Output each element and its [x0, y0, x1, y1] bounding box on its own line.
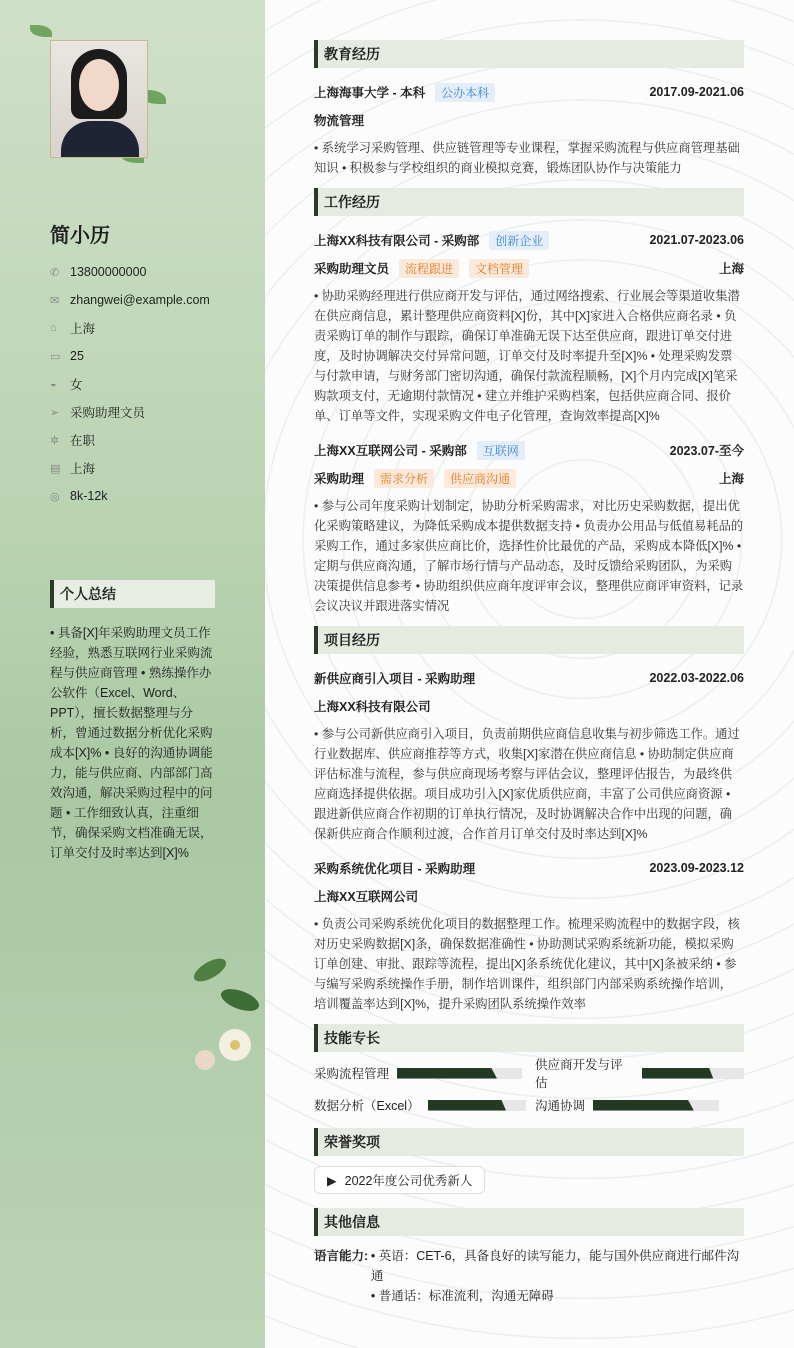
language-item: • 普通话：标准流利，沟通无障碍 [370, 1289, 554, 1303]
contact-status [50, 426, 210, 454]
project-desc: • 负责公司采购系统优化项目的数据整理工作。梳理采购流程中的数据字段，核对历史采购数据[X]条，确保数据准确性 • 协助测试采购系统新功能，模拟采购订单创建、审批、跟踪等流程，提出[X]条系统优化建议，其中[X]条被采纳 • 参与编写采购系统操作手册，制作培训课件，组织部门内部采购系统操作培训，培训覆盖率达到[X]%，提升采购团队系统操作效率 [314, 917, 740, 1011]
education-desc: • 系统学习采购管理、供应链管理等专业课程，掌握采购流程与供应商管理基础知识 • 积极参与学校组织的商业模拟竞赛，锻炼团队协作与决策能力 [314, 141, 740, 175]
company-tag: 创新企业 [489, 231, 549, 250]
skill-bar [593, 1100, 719, 1111]
phone-icon: ✆ [50, 266, 60, 279]
leaf-decoration [30, 25, 52, 37]
work-city: 上海 [718, 472, 744, 486]
skill-fill [593, 1100, 694, 1111]
education-heading: 教育经历 [314, 40, 744, 68]
work-heading: 工作经历 [314, 188, 744, 216]
skill-fill [642, 1068, 714, 1079]
skill-item [314, 1094, 535, 1116]
contact-city [50, 454, 210, 482]
contact-text: 25 [70, 349, 84, 363]
project-item [314, 664, 744, 844]
home-icon: ⌂ [50, 322, 57, 334]
skill-item [535, 1094, 744, 1116]
role: 采购助理文员 [314, 262, 390, 276]
role-tag: 流程跟进 [399, 259, 459, 278]
skills-heading: 技能专长 [314, 1024, 744, 1052]
role-tag: 文档管理 [469, 259, 529, 278]
skill-bar [428, 1100, 526, 1111]
contact-home [50, 314, 210, 342]
major: 物流管理 [314, 114, 365, 128]
contact-email [50, 286, 210, 314]
work-city: 上海 [718, 262, 744, 276]
skill-bar [642, 1068, 744, 1079]
sidebar [0, 0, 265, 1348]
skill-name: 数据分析（Excel） [314, 1099, 420, 1113]
school-name: 上海海事大学 - 本科 [314, 86, 426, 100]
honor-text: 2022年度公司优秀新人 [344, 1174, 473, 1188]
education-date: 2017.09-2021.06 [649, 85, 744, 99]
honors-heading: 荣誉奖项 [314, 1128, 744, 1156]
work-item [314, 436, 744, 616]
work-date: 2023.07-至今 [669, 444, 744, 458]
contact-salary [50, 482, 210, 510]
candidate-name: 简小历 [50, 225, 110, 247]
work-item [314, 226, 744, 426]
skill-name: 供应商开发与评估 [535, 1058, 623, 1090]
major-row [314, 106, 744, 134]
skill-name: 采购流程管理 [314, 1067, 390, 1081]
contact-text: 上海 [70, 462, 96, 476]
city-icon: ▤ [50, 462, 61, 475]
projects-heading: 项目经历 [314, 626, 744, 654]
triangle-right-icon: ▶ [327, 1173, 337, 1188]
skill-fill [397, 1068, 497, 1079]
status-icon: ✲ [50, 434, 60, 447]
gender-icon: ◒ [50, 378, 57, 390]
skill-item [314, 1062, 535, 1084]
project-company: 上海XX互联网公司 [314, 890, 419, 904]
main-content [314, 40, 744, 1306]
skill-bar [397, 1068, 522, 1079]
school-tag: 公办本科 [435, 83, 495, 102]
project-name: 采购系统优化项目 - 采购助理 [314, 862, 476, 876]
summary-text: • 具备[X]年采购助理文员工作经验，熟悉互联网行业采购流程与供应商管理 • 熟练操作办公软件（Excel、Word、PPT），擅长数据整理与分析，曾通过数据分析优化采购成本[X]% • 良好的沟通协调能力，能与供应商、内部部门高效沟通，解决采购过程中的问题 • 工作细致认真，注重细节，确保采购文档准确无误，订单交付及时率达到[X]% [50, 626, 213, 860]
email-icon: ✉ [50, 294, 60, 307]
flower-decoration [180, 930, 265, 1085]
project-date: 2022.03-2022.06 [649, 671, 744, 685]
salary-icon: ◎ [50, 490, 60, 503]
work-date: 2021.07-2023.06 [649, 233, 744, 247]
work-desc: • 参与公司年度采购计划制定，协助分析采购需求，对比历史采购数据，提出优化采购策略建议，为降低采购成本提供数据支持 • 负责办公用品与低值易耗品的采购工作，通过多家供应商比价，选择性价比最优的产品，采购成本降低[X]% • 定期与供应商沟通，了解市场行情与产品动态，及时反馈给采购团队，为采购决策提供信息参考 • 协助组织供应商年度评审会议，整理供应商评审资料，记录会议决议并跟进落实情况 [314, 499, 744, 613]
language-info [314, 1246, 744, 1306]
age-icon: ▭ [50, 350, 61, 363]
language-item: • 英语：CET-6，具备良好的读写能力，能与国外供应商进行邮件沟通 [370, 1249, 740, 1283]
company-tag: 互联网 [477, 441, 525, 460]
skill-item [535, 1058, 744, 1090]
contact-age [50, 342, 210, 370]
contact-text: zhangwei@example.com [70, 293, 210, 307]
job-icon: ➢ [50, 406, 60, 419]
role-tag: 需求分析 [374, 469, 434, 488]
project-company: 上海XX科技有限公司 [314, 700, 431, 714]
language-label: 语言能力: [314, 1249, 369, 1263]
project-name: 新供应商引入项目 - 采购助理 [314, 672, 476, 686]
work-desc: • 协助采购经理进行供应商开发与评估，通过网络搜索、行业展会等渠道收集潜在供应商信息，累计整理供应商资料[X]份，其中[X]家进入合格供应商名录 • 负责采购订单的制作与跟踪，确保订单准确无误下达至供应商，跟进订单交付进度，及时协调解决交付异常问题，订单交付及时率提升至[X]% • 处理采购发票与付款申请，与财务部门密切沟通，确保付款流程顺畅，[X]个月内完成[X]笔采购款项支付，无逾期付款情况 • 建立并维护采购档案，包括供应商合同、报价单、订单等文件，实现采购文件电子化管理，查询效率提高[X]% [314, 289, 740, 423]
contact-job [50, 398, 210, 426]
company-name: 上海XX互联网公司 - 采购部 [314, 444, 467, 458]
summary-heading: 个人总结 [50, 580, 215, 608]
contact-text: 13800000000 [70, 265, 147, 279]
education-row [314, 78, 744, 106]
role-tag: 供应商沟通 [444, 469, 516, 488]
contact-list [50, 258, 210, 510]
project-desc: • 参与公司新供应商引入项目，负责前期供应商信息收集与初步筛选工作。通过行业数据库、供应商推荐等方式，收集[X]家潜在供应商信息 • 协助制定供应商评估标准与流程，参与供应商现场考察与评估会议，整理评估报告，为最终供应商选择提供依据。项目成功引入[X]家优质供应商，丰富了公司供应商资源 • 跟进新供应商合作初期的订单执行情况，及时协调解决合作中出现的问题，确保新供应商合作顺利过渡，合作首月订单交付及时率达到[X]% [314, 727, 740, 841]
project-item [314, 854, 744, 1014]
role: 采购助理 [314, 472, 365, 486]
skills-grid [314, 1058, 744, 1116]
project-date: 2023.09-2023.12 [649, 861, 744, 875]
company-name: 上海XX科技有限公司 - 采购部 [314, 234, 480, 248]
skill-name: 沟通协调 [535, 1099, 586, 1113]
contact-text: 8k-12k [70, 489, 108, 503]
contact-gender [50, 370, 210, 398]
contact-text: 采购助理文员 [70, 406, 146, 420]
contact-text: 女 [70, 378, 83, 392]
skill-fill [428, 1100, 506, 1111]
contact-text: 在职 [70, 434, 96, 448]
honor-item[interactable] [314, 1166, 485, 1194]
contact-text: 上海 [70, 322, 96, 336]
other-heading: 其他信息 [314, 1208, 744, 1236]
avatar-photo [50, 40, 148, 158]
contact-phone [50, 258, 210, 286]
